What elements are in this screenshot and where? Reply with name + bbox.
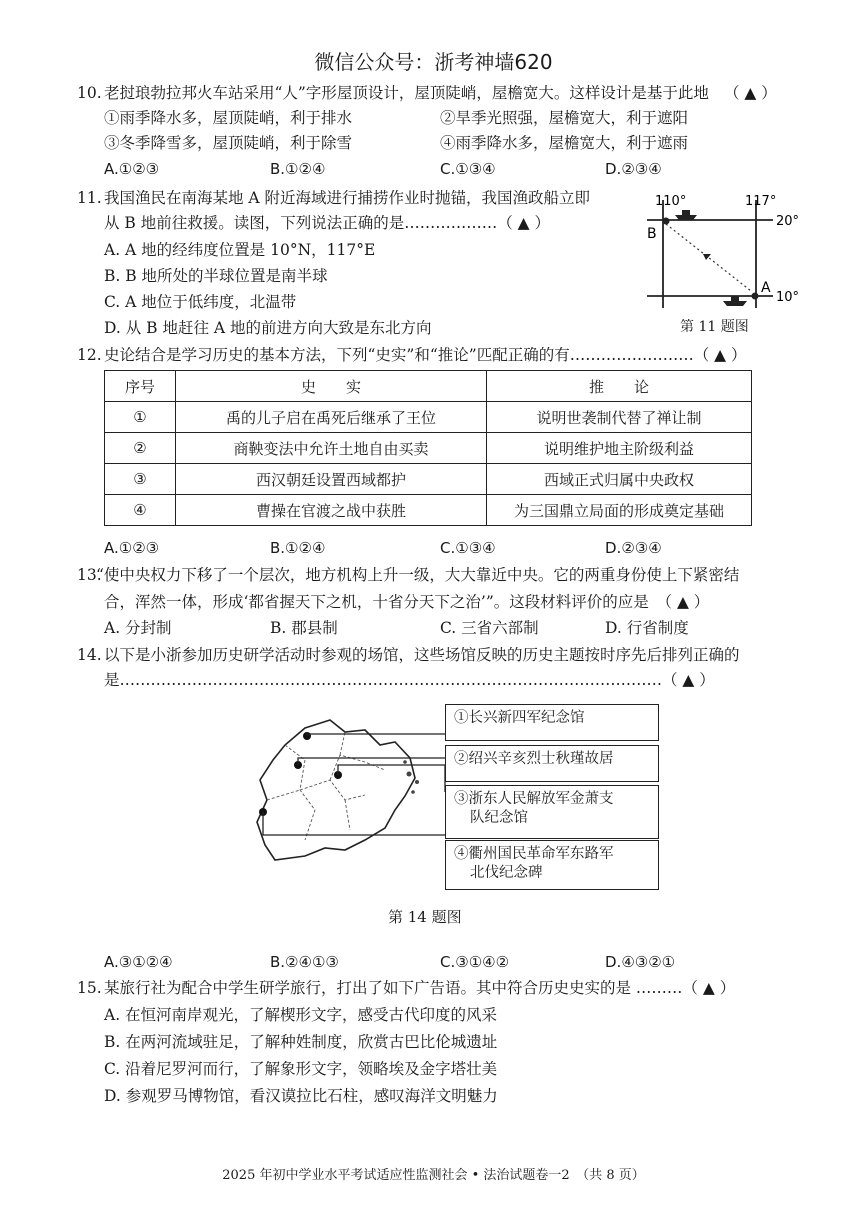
q13-number: 13. <box>77 566 102 584</box>
box-2-text: ②绍兴辛亥烈士秋瑾故居 <box>454 751 614 767</box>
q11-stem-line1: 我国渔民在南海某地 A 附近海域进行捕捞作业时抛锚，我国渔政船立即 <box>104 189 591 207</box>
q13-choice-b: B. 郡县制 <box>270 619 338 637</box>
q14-label-box-4 <box>445 840 659 890</box>
q11-choice-c: C. A 地位于低纬度，北温带 <box>104 293 297 311</box>
zhejiang-map <box>245 700 465 870</box>
row-fact: 曹操在官渡之战中获胜 <box>176 495 487 526</box>
row-index: ③ <box>105 464 176 495</box>
q12-choice-d: D.②③④ <box>605 539 662 557</box>
row-index: ④ <box>105 495 176 526</box>
row-index: ① <box>105 402 176 433</box>
q15-choice-c: C. 沿着尼罗河而行，了解象形文字，领略埃及金字塔壮美 <box>104 1060 498 1078</box>
q14-stem-line2: 是……………………………………………………………………………………………（ ▲ ） <box>104 671 715 689</box>
prefecture-borders <box>267 732 385 840</box>
q11-choice-d: D. 从 B 地赶往 A 地的前进方向大致是东北方向 <box>104 319 432 337</box>
q10-number: 10. <box>77 84 102 102</box>
q14-choice-b: B.②④①③ <box>270 953 339 971</box>
island <box>407 772 412 777</box>
point-a-label: A <box>761 280 771 296</box>
q10-choice-d: D.②③④ <box>605 160 662 178</box>
q14-choice-a: A.③①②④ <box>104 953 173 971</box>
q11-choice-a: A. A 地的经纬度位置是 10°N，117°E <box>104 241 376 259</box>
fishing-boat-icon <box>723 296 747 306</box>
box-3-text-line2: 队纪念馆 <box>470 810 528 826</box>
q14-label-box-1 <box>445 704 659 741</box>
q10-answer-mark: （ ▲ ） <box>724 84 777 102</box>
q13-stem-line1: “使中央权力下移了一个层次，地方机构上升一级，大大靠近中央。它的两重身份使上下紧密结 <box>96 566 740 584</box>
box-1-text: ①长兴新四军纪念馆 <box>454 710 585 726</box>
q14-stem-line1: 以下是小浙参加历史研学活动时参观的场馆，这些场馆反映的历史主题按时序先后排列正确的 <box>104 646 740 664</box>
lon-110-label: 110° <box>655 194 687 209</box>
row-inference: 说明维护地主阶级利益 <box>487 433 752 464</box>
q11-stem-line2: 从 B 地前往救援。读图，下列说法正确的是………………（ ▲ ） <box>104 214 551 232</box>
island <box>411 790 415 794</box>
route-line <box>666 224 751 291</box>
wechat-header: 微信公众号：浙考神墙620 <box>314 50 553 74</box>
row-fact: 商鞅变法中允许土地自由买卖 <box>176 433 487 464</box>
leader-line-1 <box>307 734 445 736</box>
q11-choice-b: B. B 地所处的半球位置是南半球 <box>104 267 328 285</box>
q10-choice-b: B.①②④ <box>270 160 326 178</box>
island <box>403 760 407 764</box>
q10-option-2: ②旱季光照强，屋檐宽大，利于遮阳 <box>440 109 689 127</box>
table-row <box>105 433 752 464</box>
q13-choice-c: C. 三省六部制 <box>440 619 539 637</box>
point-a <box>752 293 759 300</box>
table-row <box>105 402 752 433</box>
q10-option-3: ③冬季降雪多，屋顶陡峭，利于除雪 <box>104 134 353 152</box>
q10-option-4: ④雨季降水多，屋檐宽大，利于遮雨 <box>440 134 689 152</box>
header-inference: 推 论 <box>487 371 752 402</box>
row-index: ② <box>105 433 176 464</box>
point-b <box>663 218 670 225</box>
q14-choice-c: C.③①④② <box>440 953 510 971</box>
q13-choice-a: A. 分封制 <box>104 619 172 637</box>
q12-number: 12. <box>77 346 102 364</box>
box-3-text-line1: ③浙东人民解放军金萧支 <box>454 791 614 807</box>
leader-line-4 <box>263 812 445 835</box>
q14-number: 14. <box>77 646 102 664</box>
lat-20-label: 20° <box>776 214 800 229</box>
page-footer: 2025 年初中学业水平考试适应性监测社会 • 法治试题卷一2 （共 8 页） <box>222 1168 645 1183</box>
q15-choice-d: D. 参观罗马博物馆，看汉谟拉比石柱，感叹海洋文明魅力 <box>104 1087 498 1105</box>
row-inference: 为三国鼎立局面的形成奠定基础 <box>487 495 752 526</box>
rescue-ship-icon <box>675 210 697 220</box>
leader-line-2 <box>298 758 445 765</box>
q15-stem: 某旅行社为配合中学生研学旅行，打出了如下广告语。其中符合历史史实的是 ………（ ▲ ） <box>104 979 736 997</box>
table-header-row <box>105 371 752 402</box>
leader-line-3 <box>338 765 445 792</box>
lat-10-label: 10° <box>776 290 800 305</box>
q13-stem-line2: 合，浑然一体，形成‘都省握天下之机，十省分天下之治’”。这段材料评价的应是 （ ▲ ） <box>104 593 710 611</box>
q10-stem: 老挝琅勃拉邦火车站采用“人”字形屋顶设计，屋顶陡峭，屋檐宽大。这样设计是基于此地 <box>104 84 709 102</box>
header-fact: 史 实 <box>176 371 487 402</box>
island <box>415 780 419 784</box>
box-4-text-line2: 北伐纪念碑 <box>470 865 543 881</box>
zhejiang-outline <box>257 720 415 860</box>
q10-choice-a: A.①②③ <box>104 160 160 178</box>
header-index: 序号 <box>105 371 176 402</box>
lon-117-label: 117° <box>745 194 777 209</box>
q12-stem: 史论结合是学习历史的基本方法，下列“史实”和“推论”匹配正确的有……………………（ ▲ ） <box>104 346 747 364</box>
q14-figure-caption: 第 14 题图 <box>388 908 462 926</box>
q12-choice-c: C.①③④ <box>440 539 496 557</box>
q14-choice-d: D.④③②① <box>605 953 676 971</box>
q12-table <box>104 370 752 526</box>
q14-label-box-2 <box>445 745 659 782</box>
q10-choice-c: C.①③④ <box>440 160 496 178</box>
row-inference: 说明世袭制代替了禅让制 <box>487 402 752 433</box>
row-fact: 禹的儿子启在禹死后继承了王位 <box>176 402 487 433</box>
q10-option-1: ①雨季降水多，屋顶陡峭，利于排水 <box>104 109 353 127</box>
box-4-text-line1: ④衢州国民革命军东路军 <box>454 846 614 862</box>
q14-label-box-3 <box>445 785 659 839</box>
q15-choice-a: A. 在恒河南岸观光，了解楔形文字，感受古代印度的风采 <box>104 1006 498 1024</box>
row-fact: 西汉朝廷设置西域都护 <box>176 464 487 495</box>
table-row <box>105 464 752 495</box>
q15-number: 15. <box>77 979 102 997</box>
q13-choice-d: D. 行省制度 <box>605 619 689 637</box>
point-b-label: B <box>647 226 657 242</box>
q12-choice-b: B.①②④ <box>270 539 326 557</box>
q12-choice-a: A.①②③ <box>104 539 160 557</box>
q11-figure-caption: 第 11 题图 <box>680 319 749 335</box>
q11-number: 11. <box>77 189 102 207</box>
q15-choice-b: B. 在两河流域驻足，了解种姓制度，欣赏古巴比伦城遗址 <box>104 1033 498 1051</box>
row-inference: 西域正式归属中央政权 <box>487 464 752 495</box>
table-row <box>105 495 752 526</box>
